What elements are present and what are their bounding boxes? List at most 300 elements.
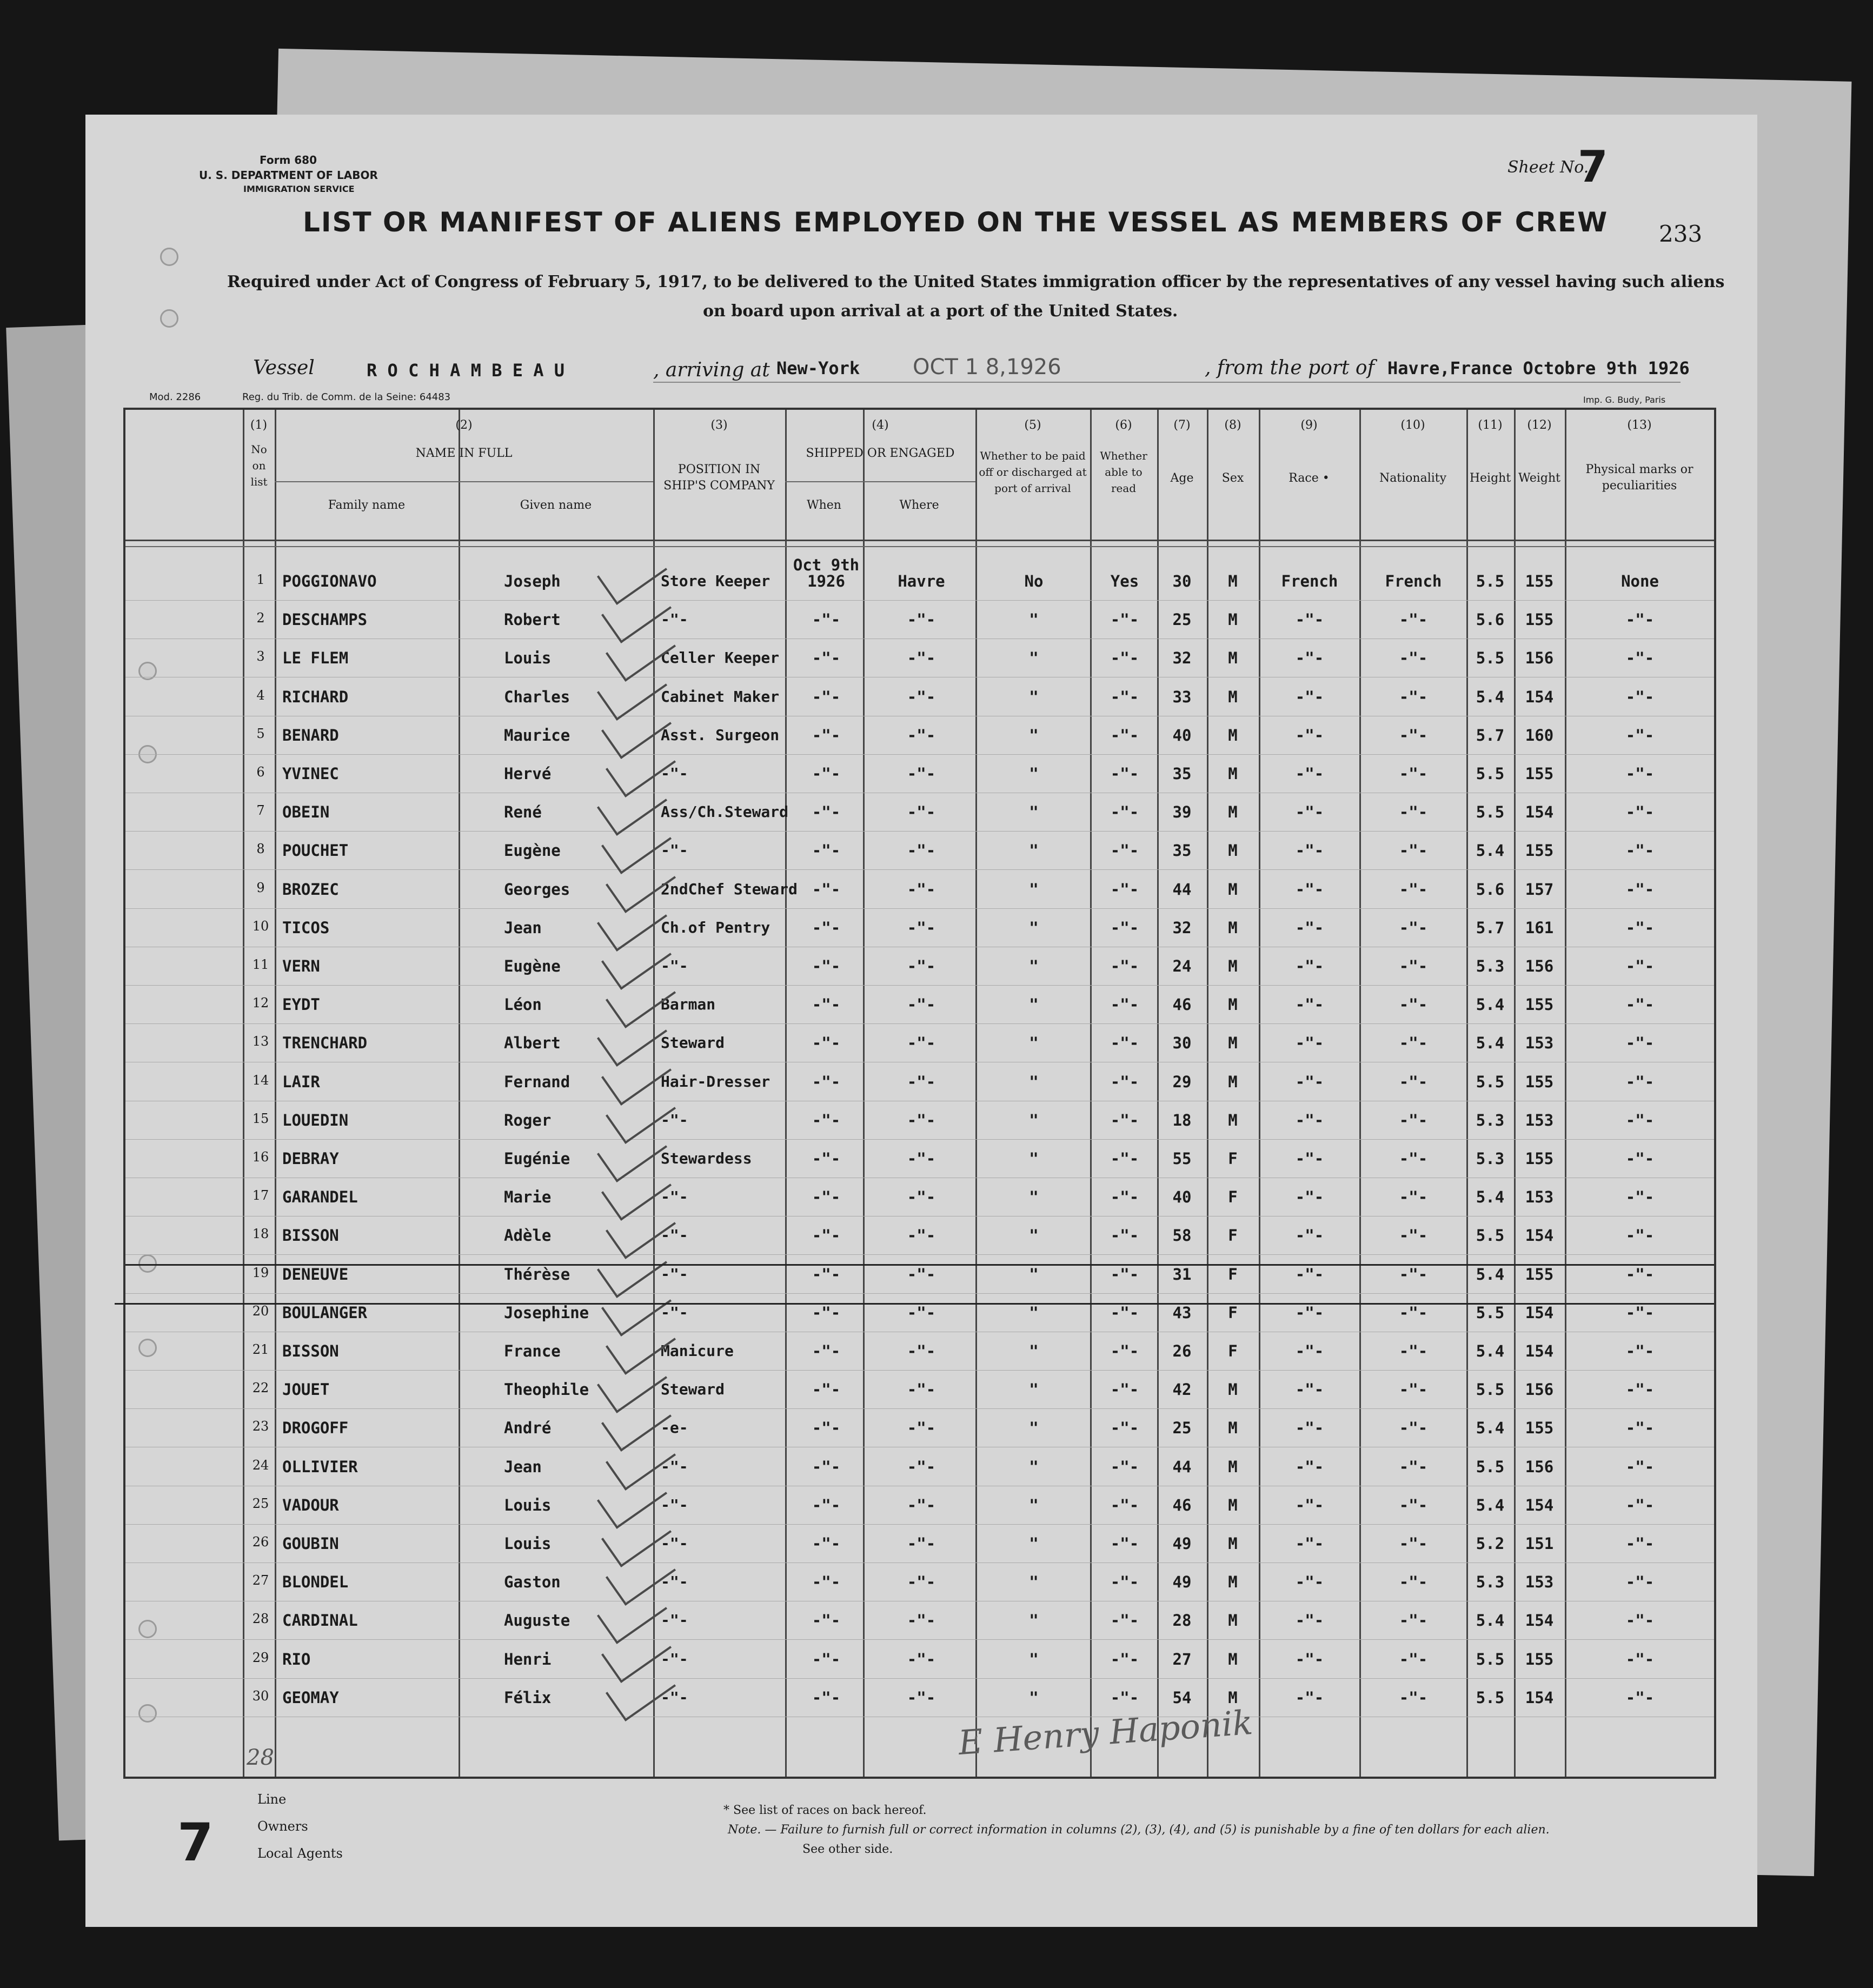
- cell-nationality: -"-: [1399, 610, 1428, 629]
- cell-paid: ": [1029, 1688, 1039, 1707]
- arriving-port: New-York: [776, 358, 860, 378]
- cell-where: -"-: [907, 687, 936, 706]
- cell-marks: -"-: [1625, 918, 1655, 937]
- cell-marks: -"-: [1625, 1495, 1655, 1514]
- cell-sex: M: [1228, 610, 1238, 629]
- cell-given: Roger: [504, 1111, 552, 1129]
- cell-no: 28: [252, 1611, 269, 1627]
- cell-age: 25: [1172, 610, 1192, 629]
- cell-age: 55: [1172, 1149, 1192, 1168]
- cell-when: -"-: [812, 687, 841, 706]
- cell-marks: -"-: [1625, 880, 1655, 899]
- cell-read: -"-: [1110, 1380, 1139, 1399]
- cell-when: -"-: [812, 957, 841, 975]
- row-rule: [125, 1408, 1714, 1409]
- cell-family: RIO: [282, 1650, 311, 1668]
- cell-sex: M: [1228, 918, 1238, 937]
- cell-height: 5.4: [1476, 687, 1505, 706]
- cell-position: Store Keeper: [661, 572, 771, 590]
- cell-height: 5.5: [1476, 1457, 1505, 1476]
- cell-no: 4: [256, 687, 265, 703]
- cell-position: Ass/Ch.Steward: [661, 803, 789, 821]
- cell-read: -"-: [1110, 1111, 1139, 1129]
- cell-nationality: -"-: [1399, 687, 1428, 706]
- cell-family: DENEUVE: [282, 1265, 349, 1284]
- row-rule: [125, 908, 1714, 909]
- cell-when: -"-: [812, 726, 841, 744]
- cell-weight: 156: [1525, 957, 1554, 975]
- cell-nationality: -"-: [1399, 764, 1428, 783]
- cell-nationality: -"-: [1399, 995, 1428, 1014]
- cell-when: -"-: [812, 610, 841, 629]
- cell-read: -"-: [1110, 1495, 1139, 1514]
- cell-height: 5.4: [1476, 1611, 1505, 1630]
- cell-given: Henri: [504, 1650, 552, 1668]
- cell-no: 12: [252, 995, 269, 1011]
- cell-read: -"-: [1110, 1072, 1139, 1091]
- cell-height: 5.4: [1476, 1342, 1505, 1360]
- cell-family: DESCHAMPS: [282, 610, 368, 629]
- crew-table: [123, 408, 1716, 1779]
- col5-number: (5): [1024, 418, 1041, 432]
- cell-where: -"-: [907, 1149, 936, 1168]
- col1-header: No on list: [250, 443, 268, 488]
- row-rule: [125, 1293, 1714, 1294]
- cell-when: -"-: [812, 1303, 841, 1322]
- cell-sex: M: [1228, 1573, 1238, 1592]
- cell-height: 5.4: [1476, 841, 1505, 860]
- cell-sex: F: [1228, 1188, 1238, 1207]
- cell-marks: -"-: [1625, 1034, 1655, 1053]
- col2-header: NAME IN FULL: [415, 447, 513, 460]
- cell-marks: -"-: [1625, 1457, 1655, 1476]
- cell-sex: F: [1228, 1149, 1238, 1168]
- cell-paid: ": [1029, 1380, 1039, 1399]
- cell-family: BROZEC: [282, 880, 339, 899]
- cell-weight: 154: [1525, 1226, 1554, 1245]
- punch-hole: [160, 248, 178, 266]
- cell-paid: ": [1029, 803, 1039, 822]
- cell-race: -"-: [1295, 1688, 1324, 1707]
- cell-age: 44: [1172, 880, 1192, 899]
- cell-position: -"-: [661, 1495, 688, 1514]
- cell-nationality: French: [1385, 572, 1442, 590]
- cell-height: 5.3: [1476, 1149, 1505, 1168]
- cell-no: 30: [252, 1688, 269, 1704]
- cell-position: Stewardess: [661, 1149, 752, 1167]
- cell-race: -"-: [1295, 1111, 1324, 1129]
- cell-given: Marie: [504, 1188, 552, 1207]
- from-port: Havre,France Octobre 9th 1926: [1387, 358, 1690, 378]
- cell-race: -"-: [1295, 649, 1324, 668]
- cell-paid: ": [1029, 764, 1039, 783]
- cell-race: -"-: [1295, 1303, 1324, 1322]
- cell-nationality: -"-: [1399, 1457, 1428, 1476]
- cell-where: -"-: [907, 1573, 936, 1592]
- cell-where: -"-: [907, 803, 936, 822]
- cell-family: BENARD: [282, 726, 339, 744]
- cell-where: -"-: [907, 1303, 936, 1322]
- cell-read: -"-: [1110, 1650, 1139, 1668]
- cell-race: -"-: [1295, 1149, 1324, 1168]
- cell-where: -"-: [907, 1495, 936, 1514]
- cell-read: -"-: [1110, 803, 1139, 822]
- cell-given: Léon: [504, 995, 542, 1014]
- cell-read: -"-: [1110, 764, 1139, 783]
- col7-header: Age: [1170, 471, 1194, 485]
- cell-read: -"-: [1110, 1688, 1139, 1707]
- cell-age: 42: [1172, 1380, 1192, 1399]
- cell-read: -"-: [1110, 918, 1139, 937]
- cell-no: 27: [252, 1573, 269, 1588]
- cell-where: -"-: [907, 726, 936, 744]
- cell-when: -"-: [812, 1149, 841, 1168]
- cell-when: -"-: [812, 1188, 841, 1207]
- cell-given: Eugène: [504, 841, 561, 860]
- col4-header: SHIPPED OR ENGAGED: [806, 447, 955, 460]
- cell-when: -"-: [812, 1226, 841, 1245]
- cell-marks: -"-: [1625, 726, 1655, 744]
- row-rule: [125, 1524, 1714, 1525]
- cell-race: -"-: [1295, 1072, 1324, 1091]
- cell-height: 5.5: [1476, 1226, 1505, 1245]
- cell-race: -"-: [1295, 841, 1324, 860]
- mod-number: Mod. 2286: [149, 391, 201, 403]
- cell-when: -"-: [812, 1034, 841, 1053]
- cell-race: -"-: [1295, 1265, 1324, 1284]
- cell-race: -"-: [1295, 995, 1324, 1014]
- cell-age: 44: [1172, 1457, 1192, 1476]
- col10-header: Nationality: [1379, 471, 1447, 485]
- cell-read: -"-: [1110, 1419, 1139, 1438]
- row-rule: [125, 1139, 1714, 1140]
- date-stamp: OCT 1 8,1926: [913, 355, 1061, 380]
- cell-nationality: -"-: [1399, 1650, 1428, 1668]
- cell-height: 5.5: [1476, 803, 1505, 822]
- cell-where: -"-: [907, 1650, 936, 1668]
- cell-given: Joseph: [504, 572, 561, 590]
- cell-given: Louis: [504, 1534, 552, 1553]
- cell-marks: -"-: [1625, 1226, 1655, 1245]
- cell-nationality: -"-: [1399, 1380, 1428, 1399]
- row-rule: [125, 754, 1714, 755]
- cell-when: -"-: [812, 1419, 841, 1438]
- cell-given: Adèle: [504, 1226, 552, 1245]
- col13-header: Physical marks or peculiarities: [1585, 463, 1693, 493]
- cell-sex: M: [1228, 1457, 1238, 1476]
- cell-height: 5.4: [1476, 1034, 1505, 1053]
- col4-number: (4): [872, 418, 889, 432]
- cell-marks: -"-: [1625, 649, 1655, 668]
- cell-when: -"-: [812, 1611, 841, 1630]
- line-label: Line: [257, 1792, 287, 1807]
- cell-race: -"-: [1295, 880, 1324, 899]
- cell-race: -"-: [1295, 1611, 1324, 1630]
- cell-when: -"-: [812, 841, 841, 860]
- cell-family: BLONDEL: [282, 1573, 349, 1592]
- cell-position: 2ndChef Steward: [661, 880, 798, 898]
- cell-read: -"-: [1110, 1265, 1139, 1284]
- cell-marks: -"-: [1625, 1149, 1655, 1168]
- cell-where: -"-: [907, 1688, 936, 1707]
- cell-nationality: -"-: [1399, 1188, 1428, 1207]
- cell-sex: F: [1228, 1303, 1238, 1322]
- cell-no: 10: [252, 918, 269, 934]
- cell-where: -"-: [907, 610, 936, 629]
- cell-read: -"-: [1110, 841, 1139, 860]
- cell-race: -"-: [1295, 1495, 1324, 1514]
- cell-weight: 156: [1525, 649, 1554, 668]
- cell-sex: M: [1228, 1380, 1238, 1399]
- cell-nationality: -"-: [1399, 1419, 1428, 1438]
- cell-no: 23: [252, 1419, 269, 1434]
- cell-race: -"-: [1295, 957, 1324, 975]
- col9-number: (9): [1300, 418, 1318, 432]
- cell-paid: ": [1029, 1457, 1039, 1476]
- cell-race: -"-: [1295, 1650, 1324, 1668]
- cell-weight: 154: [1525, 803, 1554, 822]
- cell-family: VERN: [282, 957, 320, 975]
- cell-nationality: -"-: [1399, 726, 1428, 744]
- cell-race: -"-: [1295, 1573, 1324, 1592]
- col3-number: (3): [710, 418, 728, 432]
- cell-race: -"-: [1295, 610, 1324, 629]
- cell-position: Barman: [661, 995, 716, 1014]
- cell-age: 43: [1172, 1303, 1192, 1322]
- cell-marks: -"-: [1625, 957, 1655, 975]
- cell-age: 28: [1172, 1611, 1192, 1630]
- cell-given: Gaston: [504, 1573, 561, 1592]
- cell-given: Louis: [504, 1495, 552, 1514]
- col13-number: (13): [1627, 418, 1652, 432]
- cell-sex: M: [1228, 764, 1238, 783]
- cell-family: POGGIONAVO: [282, 572, 377, 590]
- cell-read: -"-: [1110, 1188, 1139, 1207]
- row-rule: [125, 831, 1714, 832]
- cell-given: Eugène: [504, 957, 561, 975]
- cell-race: French: [1281, 572, 1338, 590]
- margin-sheet-number: 7: [177, 1812, 214, 1873]
- cell-height: 5.7: [1476, 726, 1505, 744]
- cell-marks: -"-: [1625, 1534, 1655, 1553]
- cell-age: 58: [1172, 1226, 1192, 1245]
- cell-position: -"-: [661, 1457, 688, 1475]
- cell-paid: ": [1029, 1419, 1039, 1438]
- cell-position: Celler Keeper: [661, 649, 780, 667]
- cell-nationality: -"-: [1399, 1034, 1428, 1053]
- cell-age: 30: [1172, 572, 1192, 590]
- cell-read: -"-: [1110, 1149, 1139, 1168]
- cell-sex: M: [1228, 1688, 1238, 1707]
- cell-family: CARDINAL: [282, 1611, 358, 1630]
- vessel-name: R O C H A M B E A U: [367, 360, 565, 381]
- cell-given: Louis: [504, 649, 552, 668]
- cell-family: LE FLEM: [282, 649, 349, 668]
- cell-paid: ": [1029, 1573, 1039, 1592]
- cell-marks: -"-: [1625, 764, 1655, 783]
- cell-no: 15: [252, 1111, 269, 1126]
- cell-when: -"-: [812, 1688, 841, 1707]
- cell-position: -"-: [661, 1226, 688, 1245]
- cell-nationality: -"-: [1399, 1149, 1428, 1168]
- cell-where: -"-: [907, 841, 936, 860]
- cell-read: -"-: [1110, 610, 1139, 629]
- cell-where: -"-: [907, 649, 936, 668]
- cell-no: 17: [252, 1188, 269, 1204]
- cell-paid: ": [1029, 1072, 1039, 1091]
- cell-marks: -"-: [1625, 1380, 1655, 1399]
- page-number: 233: [1659, 221, 1703, 247]
- registration: Reg. du Trib. de Comm. de la Seine: 64483: [242, 391, 451, 403]
- cell-height: 5.6: [1476, 610, 1505, 629]
- cell-where: -"-: [907, 995, 936, 1014]
- cell-position: -"-: [661, 1188, 688, 1206]
- cell-sex: M: [1228, 1419, 1238, 1438]
- cell-no: 21: [252, 1342, 269, 1357]
- cell-paid: ": [1029, 687, 1039, 706]
- cell-no: 26: [252, 1534, 269, 1550]
- cell-height: 5.5: [1476, 1072, 1505, 1091]
- col9-header: Race •: [1288, 471, 1330, 485]
- cell-marks: None: [1621, 572, 1659, 590]
- cell-sex: M: [1228, 572, 1238, 590]
- cell-nationality: -"-: [1399, 1072, 1428, 1091]
- cell-nationality: -"-: [1399, 1111, 1428, 1129]
- cell-no: 7: [256, 803, 265, 819]
- cell-weight: 155: [1525, 841, 1554, 860]
- cell-family: EYDT: [282, 995, 320, 1014]
- cell-position: -"-: [661, 1111, 688, 1129]
- cell-marks: -"-: [1625, 1342, 1655, 1360]
- cell-sex: M: [1228, 1034, 1238, 1053]
- cell-age: 30: [1172, 1034, 1192, 1053]
- cell-position: -"-: [661, 1688, 688, 1706]
- department: U. S. DEPARTMENT OF LABOR: [199, 169, 378, 182]
- cell-nationality: -"-: [1399, 1265, 1428, 1284]
- cell-when: -"-: [812, 1111, 841, 1129]
- cell-nationality: -"-: [1399, 649, 1428, 668]
- cell-marks: -"-: [1625, 1111, 1655, 1129]
- cell-race: -"-: [1295, 1419, 1324, 1438]
- subtitle-line1: Required under Act of Congress of February 5, 1917, to be delivered to the United States immigration officer by the representatives of any vessel having such aliens: [227, 272, 1725, 291]
- cell-weight: 156: [1525, 1457, 1554, 1476]
- cell-age: 27: [1172, 1650, 1192, 1668]
- vessel-underline: [653, 382, 1681, 383]
- printer: Imp. G. Budy, Paris: [1583, 395, 1666, 405]
- row-rule: [125, 985, 1714, 986]
- col1-number: (1): [250, 418, 268, 432]
- cell-no: 2: [256, 610, 265, 626]
- cell-where: -"-: [907, 1457, 936, 1476]
- cell-paid: ": [1029, 880, 1039, 899]
- subtitle-line2: on board upon arrival at a port of the United States.: [703, 302, 1178, 321]
- cell-when: -"-: [812, 918, 841, 937]
- cell-where: -"-: [907, 1226, 936, 1245]
- cell-given: Theophile: [504, 1380, 589, 1399]
- cell-position: Steward: [661, 1380, 725, 1399]
- strike-line: [115, 1303, 1714, 1305]
- cell-paid: ": [1029, 957, 1039, 975]
- cell-age: 32: [1172, 918, 1192, 937]
- cell-sex: M: [1228, 649, 1238, 668]
- cell-family: VADOUR: [282, 1495, 339, 1514]
- cell-age: 49: [1172, 1534, 1192, 1553]
- cell-weight: 153: [1525, 1573, 1554, 1592]
- cell-when: Oct 9th 1926: [793, 556, 860, 590]
- cell-sex: M: [1228, 957, 1238, 975]
- col12-number: (12): [1527, 418, 1552, 432]
- note: Note. — Failure to furnish full or correct information in columns (2), (3), (4), and (5) is punishable by a fine of ten dollars for each alien.: [728, 1823, 1550, 1837]
- cell-no: 19: [252, 1265, 269, 1280]
- cell-given: René: [504, 803, 542, 822]
- cell-given: France: [504, 1342, 561, 1360]
- cell-marks: -"-: [1625, 995, 1655, 1014]
- cell-position: -e-: [661, 1419, 688, 1437]
- cell-marks: -"-: [1625, 610, 1655, 629]
- vessel-label: Vessel: [253, 357, 315, 379]
- cell-age: 26: [1172, 1342, 1192, 1360]
- cell-paid: ": [1029, 1188, 1039, 1207]
- cell-race: -"-: [1295, 1457, 1324, 1476]
- cell-sex: M: [1228, 1650, 1238, 1668]
- cell-marks: -"-: [1625, 1419, 1655, 1438]
- cell-no: 1: [256, 572, 265, 587]
- cell-nationality: -"-: [1399, 880, 1428, 899]
- cell-where: -"-: [907, 1611, 936, 1630]
- cell-weight: 161: [1525, 918, 1554, 937]
- cell-position: -"-: [661, 957, 688, 975]
- cell-age: 40: [1172, 1188, 1192, 1207]
- owners-label: Owners: [257, 1819, 308, 1834]
- cell-given: Thérèse: [504, 1265, 570, 1284]
- cell-weight: 155: [1525, 1072, 1554, 1091]
- family-name-header: Family name: [328, 498, 406, 512]
- cell-race: -"-: [1295, 918, 1324, 937]
- cell-family: BISSON: [282, 1226, 339, 1245]
- cell-when: -"-: [812, 764, 841, 783]
- row-rule: [125, 600, 1714, 601]
- cell-given: Charles: [504, 687, 570, 706]
- cell-paid: ": [1029, 918, 1039, 937]
- cell-position: -"-: [661, 1534, 688, 1552]
- cell-age: 40: [1172, 726, 1192, 744]
- cell-position: -"-: [661, 610, 688, 629]
- cell-given: Josephine: [504, 1303, 589, 1322]
- cell-position: -"-: [661, 1611, 688, 1630]
- cell-race: -"-: [1295, 726, 1324, 744]
- cell-given: Félix: [504, 1688, 552, 1707]
- cell-marks: -"-: [1625, 1688, 1655, 1707]
- cell-when: -"-: [812, 1457, 841, 1476]
- see-other-side: See other side.: [802, 1843, 893, 1856]
- cell-where: Havre: [898, 572, 945, 590]
- cell-where: -"-: [907, 957, 936, 975]
- cell-nationality: -"-: [1399, 1226, 1428, 1245]
- cell-nationality: -"-: [1399, 803, 1428, 822]
- cell-position: Hair-Dresser: [661, 1072, 771, 1091]
- cell-where: -"-: [907, 1534, 936, 1553]
- cell-race: -"-: [1295, 1188, 1324, 1207]
- col6-header: Whether able to read: [1100, 449, 1147, 495]
- cell-weight: 151: [1525, 1534, 1554, 1553]
- cell-where: -"-: [907, 918, 936, 937]
- cell-marks: -"-: [1625, 841, 1655, 860]
- sheet-label: Sheet No.: [1507, 158, 1589, 177]
- cell-height: 5.4: [1476, 1265, 1505, 1284]
- cell-family: RICHARD: [282, 687, 349, 706]
- cell-position: Steward: [661, 1034, 725, 1052]
- cell-family: GEOMAY: [282, 1688, 339, 1707]
